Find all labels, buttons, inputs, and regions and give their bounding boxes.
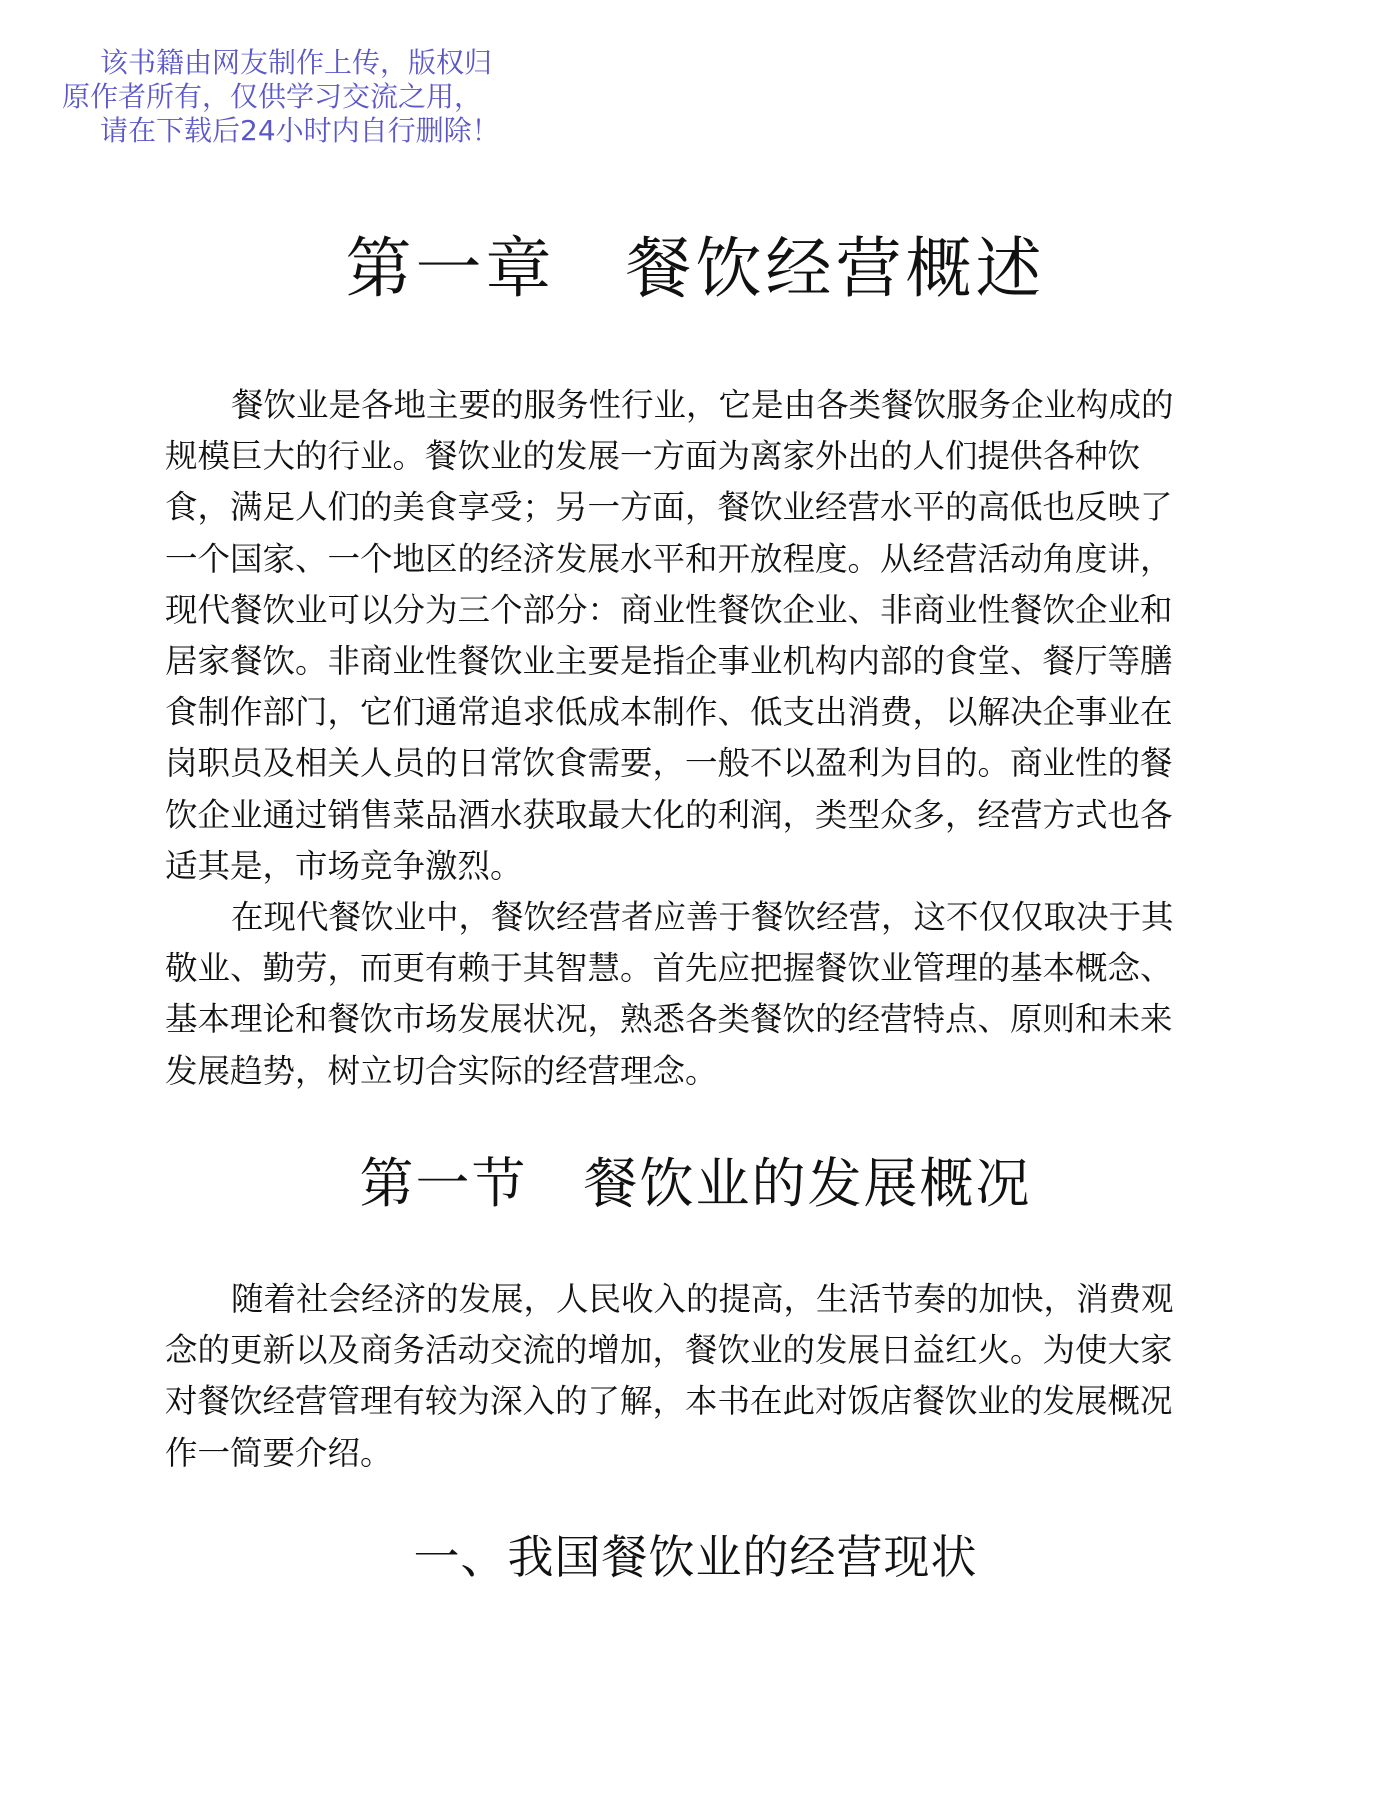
- intro-text: [165, 380, 1225, 1097]
- text-line: 居家餐饮。非商业性餐饮业主要是指企事业机构内部的食堂、餐厅等膳: [165, 642, 1173, 681]
- text-line: 食制作部门，它们通常追求低成本制作、低支出消费，以解决企事业在: [165, 693, 1173, 732]
- text-line: 在现代餐饮业中，餐饮经营者应善于餐饮经营，这不仅仅取决于其: [231, 898, 1174, 937]
- subsection-title: 一、我国餐饮业的经营现状: [413, 1530, 978, 1584]
- text-line: 岗职员及相关人员的日常饮食需要，一般不以盈利为目的。商业性的餐: [165, 744, 1173, 783]
- section-title: 第一节 餐饮业的发展概况: [359, 1152, 1032, 1215]
- chapter-title: 第一章 餐饮经营概述: [345, 230, 1046, 307]
- notice-line: 原作者所有，仅供学习交流之用，: [62, 80, 483, 113]
- copyright-notice: [62, 46, 582, 148]
- text-line: 适其是，市场竞争激烈。: [165, 846, 523, 885]
- text-line: 念的更新以及商务活动交流的增加，餐饮业的发展日益红火。为使大家: [165, 1331, 1173, 1370]
- section-text: [165, 1274, 1225, 1479]
- text-line: 饮企业通过销售菜品酒水获取最大化的利润，类型众多，经营方式也各: [165, 795, 1173, 834]
- notice-line: 该书籍由网友制作上传，版权归: [100, 46, 493, 79]
- text-line: 对餐饮经营管理有较为深入的了解，本书在此对饭店餐饮业的发展概况: [165, 1382, 1173, 1421]
- text-line: 餐饮业是各地主要的服务性行业，它是由各类餐饮服务企业构成的: [231, 386, 1174, 424]
- text-line: 作一简要介绍。: [165, 1433, 393, 1472]
- text-line: 敬业、勤劳，而更有赖于其智慧。首先应把握餐饮业管理的基本概念、: [165, 949, 1173, 988]
- text-line: 现代餐饮业可以分为三个部分：商业性餐饮企业、非商业性餐饮企业和: [165, 590, 1173, 629]
- text-line: 食，满足人们的美食享受；另一方面，餐饮业经营水平的高低也反映了: [165, 488, 1173, 527]
- text-line: 发展趋势，树立切合实际的经营理念。: [165, 1051, 718, 1090]
- text-line: 规模巨大的行业。餐饮业的发展一方面为离家外出的人们提供各种饮: [165, 437, 1141, 476]
- text-line: 一个国家、一个地区的经济发展水平和开放程度。从经营活动角度讲，: [165, 539, 1173, 578]
- text-line: 随着社会经济的发展，人民收入的提高，生活节奏的加快，消费观: [231, 1280, 1174, 1318]
- notice-line: 请在下载后24小时内自行删除！: [100, 114, 500, 147]
- text-line: 基本理论和餐饮市场发展状况，熟悉各类餐饮的经营特点、原则和未来: [165, 1000, 1173, 1039]
